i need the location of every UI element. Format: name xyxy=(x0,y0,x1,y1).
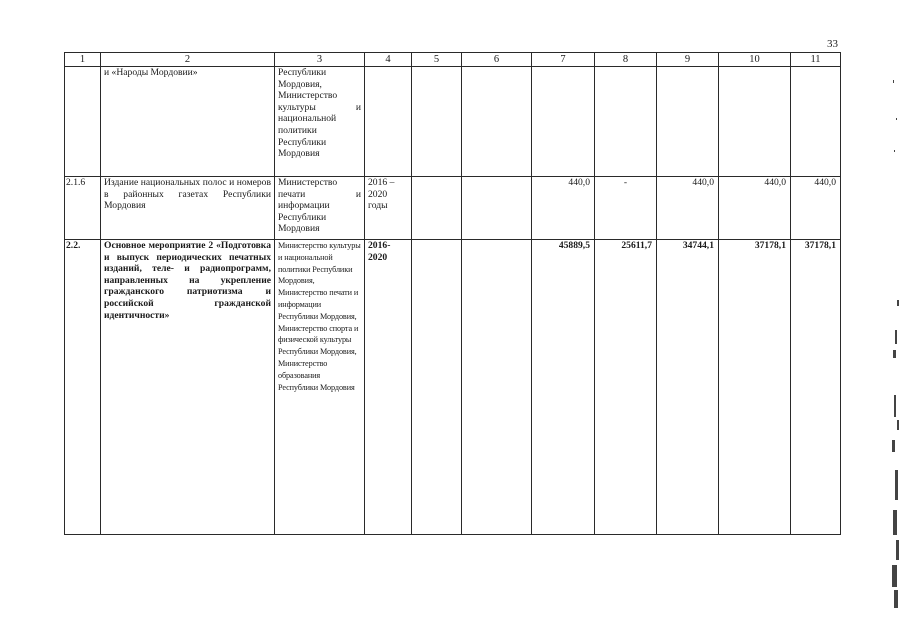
page-number: 33 xyxy=(827,38,838,50)
header-cell-7: 7 xyxy=(532,53,595,67)
header-cell-3: 3 xyxy=(275,53,365,67)
row-executor: Министерство культуры и национальной политики Республики Мордовия, Министерство печати и информации Республики Мордовия, Министерство спорта и физической культуры Республики Мордовия, Министерство образования Республики Мордовия xyxy=(275,240,365,535)
row-name: Основное мероприятие 2 «Подготовка и выпуск периодических печатных изданий, теле- и радиопрограмм, направленных на укрепление гражданского патриотизма и российской гражданской идентичности» xyxy=(101,240,275,535)
header-cell-9: 9 xyxy=(657,53,719,67)
header-cell-5: 5 xyxy=(412,53,462,67)
row-col5 xyxy=(412,177,462,240)
row-col7: 45889,5 xyxy=(532,240,595,535)
program-table xyxy=(64,52,841,535)
row-col8: 25611,7 xyxy=(595,240,657,535)
row-years: 2016-2020 xyxy=(365,240,412,535)
row-col6 xyxy=(462,177,532,240)
row-years: 2016 – 2020 годы xyxy=(365,177,412,240)
header-row xyxy=(65,53,841,67)
row-col10 xyxy=(719,67,791,177)
row-col6 xyxy=(462,240,532,535)
table-row xyxy=(65,177,841,240)
header-cell-11: 11 xyxy=(791,53,841,67)
row-col11 xyxy=(791,67,841,177)
row-col11: 37178,1 xyxy=(791,240,841,535)
header-cell-4: 4 xyxy=(365,53,412,67)
row-id: 2.2. xyxy=(65,240,101,535)
row-executor: Министерство печати и информации Республики Мордовия xyxy=(275,177,365,240)
row-col11: 440,0 xyxy=(791,177,841,240)
row-col5 xyxy=(412,240,462,535)
row-years xyxy=(365,67,412,177)
row-col7 xyxy=(532,67,595,177)
row-name: и «Народы Мордовии» xyxy=(101,67,275,177)
header-cell-10: 10 xyxy=(719,53,791,67)
header-cell-2: 2 xyxy=(101,53,275,67)
row-col10: 440,0 xyxy=(719,177,791,240)
row-col5 xyxy=(412,67,462,177)
row-col7: 440,0 xyxy=(532,177,595,240)
row-executor: Республики Мордовия, Министерство культуры и национальной политики Республики Мордовия xyxy=(275,67,365,177)
row-col6 xyxy=(462,67,532,177)
row-id xyxy=(65,67,101,177)
row-col9 xyxy=(657,67,719,177)
row-col10: 37178,1 xyxy=(719,240,791,535)
scan-edge-noise xyxy=(888,0,902,640)
row-col9: 34744,1 xyxy=(657,240,719,535)
table-row xyxy=(65,240,841,535)
header-cell-8: 8 xyxy=(595,53,657,67)
row-col8 xyxy=(595,67,657,177)
header-cell-6: 6 xyxy=(462,53,532,67)
row-col9: 440,0 xyxy=(657,177,719,240)
header-cell-1: 1 xyxy=(65,53,101,67)
row-name: Издание национальных полос и номеров в районных газетах Республики Мордовия xyxy=(101,177,275,240)
table-row xyxy=(65,67,841,177)
row-id: 2.1.6 xyxy=(65,177,101,240)
row-col8: - xyxy=(595,177,657,240)
